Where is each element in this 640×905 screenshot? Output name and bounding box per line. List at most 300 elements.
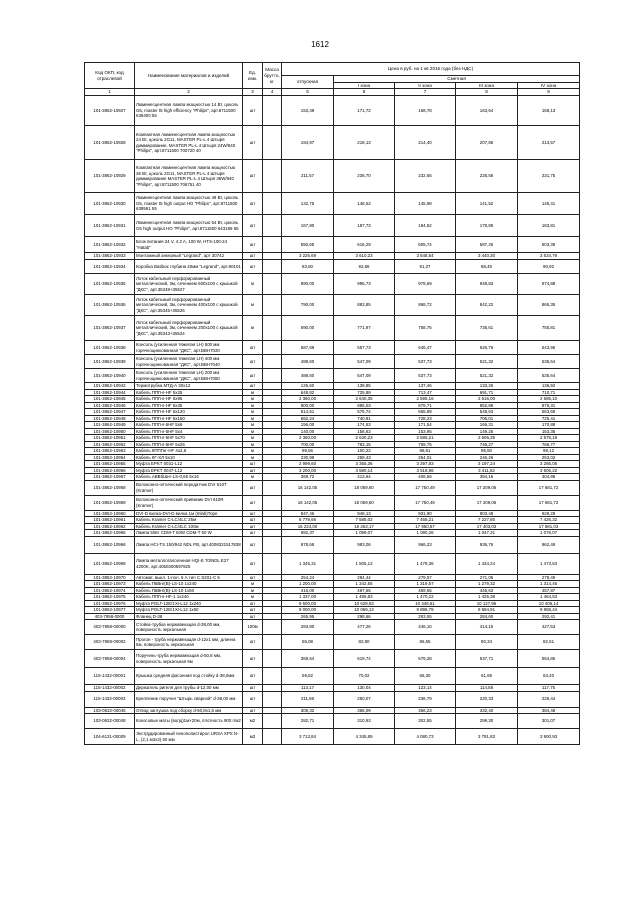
- price-zone3-cell: 178,89: [456, 215, 518, 237]
- code-cell: 101-3862-10933: [85, 253, 135, 260]
- code-cell: 103-0632-00045: [85, 707, 135, 714]
- price-zone1-cell: 1 342,55: [334, 581, 395, 588]
- price-zone4-cell: 865,35: [518, 295, 580, 316]
- price-zone1-cell: 82,80: [334, 635, 395, 650]
- name-cell: Кабель КППГнг-HF 4х2,5: [135, 448, 243, 455]
- price-zone4-cell: 974,88: [518, 274, 580, 295]
- table-row: [85, 668, 580, 685]
- name-cell: Кокосовые маты (волд)1м×20м, плотность 900 г/м2: [135, 714, 243, 729]
- mass-cell: [263, 668, 282, 685]
- price-release-cell: 3 200,00: [282, 467, 334, 474]
- name-cell: Экструдированный пенополистирол URSA XPS N-L, (2,1 м3х2) 60 мм: [135, 729, 243, 745]
- price-zone2-cell: 1 479,36: [395, 553, 456, 574]
- price-zone1-cell: 1 505,12: [334, 553, 395, 574]
- name-cell: Кабель ППГнг-HF 5х120: [135, 409, 243, 416]
- price-zone2-cell: 537,73: [395, 355, 456, 369]
- table-row: [85, 96, 580, 126]
- price-zone1-cell: 467,65: [334, 587, 395, 594]
- price-release-cell: 2 360,00: [282, 435, 334, 442]
- code-cell: 115-1432-00001: [85, 668, 135, 685]
- name-cell: Автомат. выкл. 1-пол. 6 А тип C S201-C 6: [135, 574, 243, 581]
- price-zone1-cell: 310,93: [334, 714, 395, 729]
- price-zone4-cell: 928,29: [518, 510, 580, 517]
- price-release-cell: 690,00: [282, 316, 334, 341]
- col-number: 4: [263, 89, 282, 96]
- name-cell: Волоконно-оптический передатчик DVI 610T (Kramer): [135, 480, 243, 495]
- name-cell: Волоконно-оптический приёмник DVI 610R (Kramer): [135, 495, 243, 510]
- table-row: [85, 650, 580, 668]
- name-cell: Кабель ППГнг-5HF 5х25: [135, 441, 243, 448]
- col-zone2-header: II зона: [395, 82, 456, 89]
- unit-cell: м: [243, 396, 263, 403]
- price-zone3-cell: 521,32: [456, 355, 518, 369]
- name-cell: Консоль (усиленная тяжелая LH) 400 мм горячеоцинкованная "ДКС", арт.BBH7040: [135, 355, 243, 369]
- price-release-cell: 1 200,00: [282, 581, 334, 588]
- code-cell: 103-0632-00048: [85, 714, 135, 729]
- price-zone2-cell: 2 595,16: [395, 396, 456, 403]
- code-cell: 101-3862-10976: [85, 600, 135, 607]
- price-zone4-cell: 82,61: [518, 635, 580, 650]
- table-row: [85, 536, 580, 553]
- price-zone4-cell: 643,96: [518, 341, 580, 355]
- price-zone1-cell: 7 585,02: [334, 517, 395, 524]
- price-zone4-cell: 292,41: [518, 613, 580, 620]
- price-release-cell: 2 999,60: [282, 461, 334, 468]
- unit-cell: шт: [243, 530, 263, 537]
- price-zone2-cell: 171,54: [395, 422, 456, 429]
- name-cell: Лампа HCI-TS 150/942 NDL PB, арт.4008321517838: [135, 536, 243, 553]
- code-cell: 101-3862-10934: [85, 260, 135, 274]
- price-zone1-cell: 616,29: [334, 237, 395, 253]
- mass-cell: [263, 536, 282, 553]
- price-zone3-cell: 735,61: [456, 316, 518, 341]
- code-cell: 101-3862-10929: [85, 160, 135, 193]
- price-zone2-cell: 184,52: [395, 215, 456, 237]
- price-release-cell: 283,90: [282, 620, 334, 635]
- price-zone3-cell: 746,27: [456, 441, 518, 448]
- code-cell: 101-3862-10946: [85, 402, 135, 409]
- unit-cell: шт: [243, 467, 263, 474]
- price-zone4-cell: 962,49: [518, 536, 580, 553]
- name-cell: Кабель АВВбШнг-LS-0,66 5х16: [135, 474, 243, 481]
- price-zone3-cell: 626,76: [456, 341, 518, 355]
- mass-cell: [263, 355, 282, 369]
- price-release-cell: 700,00: [282, 441, 334, 448]
- price-release-cell: 156,00: [282, 422, 334, 429]
- price-zone3-cell: 133,26: [456, 383, 518, 390]
- price-zone4-cell: 145,41: [518, 193, 580, 215]
- name-cell: Коробка Batibox глубина 40мм "Legrand", арт.80101: [135, 260, 243, 274]
- price-release-cell: 3 226,69: [282, 253, 334, 260]
- price-zone2-cell: 17 750,49: [395, 495, 456, 510]
- mass-cell: [263, 635, 282, 650]
- price-zone3-cell: 948,83: [456, 274, 518, 295]
- price-release-cell: 369,64: [282, 650, 334, 668]
- price-zone1-cell: 3 580,14: [334, 467, 395, 474]
- unit-cell: м: [243, 316, 263, 341]
- price-release-cell: 800,00: [282, 402, 334, 409]
- column-numbers-row: [85, 89, 580, 96]
- price-zone2-cell: 728,23: [395, 415, 456, 422]
- price-release-cell: 59,52: [282, 668, 334, 685]
- price-release-cell: 282,71: [282, 714, 334, 729]
- price-zone2-cell: 966,23: [395, 536, 456, 553]
- price-zone1-cell: 895,03: [334, 402, 395, 409]
- code-cell: 403-7958-0000: [85, 613, 135, 620]
- code-cell: 101-3862-10930: [85, 193, 135, 215]
- name-cell: Отвод заглушка под сборку d-50,8х1,5 мм: [135, 707, 243, 714]
- col-estimate-header: Сметная: [334, 76, 580, 83]
- price-zone3-cell: 3 791,83: [456, 729, 518, 745]
- mass-cell: [263, 729, 282, 745]
- price-zone4-cell: 63,40: [518, 668, 580, 685]
- price-zone3-cell: 3 440,30: [456, 253, 518, 260]
- price-zone2-cell: 279,57: [395, 574, 456, 581]
- price-release-cell: 416,00: [282, 587, 334, 594]
- unit-cell: шт: [243, 215, 263, 237]
- price-zone2-cell: 17 750,49: [395, 480, 456, 495]
- price-zone1-cell: 4 345,89: [334, 729, 395, 745]
- price-release-cell: 1 337,00: [282, 594, 334, 601]
- table-row: [85, 215, 580, 237]
- price-release-cell: 587,69: [282, 341, 334, 355]
- price-zone1-cell: 783,15: [334, 441, 395, 448]
- col-number: 9: [518, 89, 580, 96]
- code-cell: 101-3862-10952: [85, 441, 135, 448]
- price-zone2-cell: 7 455,21: [395, 517, 456, 524]
- mass-cell: [263, 295, 282, 316]
- table-row: [85, 480, 580, 495]
- price-zone2-cell: 3 518,86: [395, 467, 456, 474]
- price-zone2-cell: 356,23: [395, 707, 456, 714]
- mass-cell: [263, 253, 282, 260]
- name-cell: Лампа металлогалогенная HQI-E 70/NDL E27 4200K, арт.4050300597825: [135, 553, 243, 574]
- price-zone4-cell: 755,81: [518, 316, 580, 341]
- unit-cell: шт: [243, 510, 263, 517]
- price-zone2-cell: 17 950,57: [395, 523, 456, 530]
- price-zone2-cell: 3 548,54: [395, 253, 456, 260]
- price-zone1-cell: 187,73: [334, 215, 395, 237]
- price-zone3-cell: 10 127,96: [456, 600, 518, 607]
- price-release-cell: 9 000,00: [282, 607, 334, 614]
- name-cell: Кабель ПвВнг(В)-LS-10 1х50: [135, 587, 243, 594]
- price-zone1-cell: 2 630,23: [334, 435, 395, 442]
- code-cell: 101-3862-10969: [85, 553, 135, 574]
- price-zone2-cell: 605,74: [395, 237, 456, 253]
- price-zone1-cell: 3 355,36: [334, 461, 395, 468]
- price-zone4-cell: 213,57: [518, 126, 580, 160]
- code-cell: 101-3862-10939: [85, 355, 135, 369]
- price-zone1-cell: 148,52: [334, 193, 395, 215]
- price-release-cell: 132,75: [282, 193, 334, 215]
- price-release-cell: 847,46: [282, 510, 334, 517]
- name-cell: Кабель ППГнг-5HF 5х6: [135, 422, 243, 429]
- unit-cell: шт: [243, 691, 263, 707]
- code-cell: 403-7958-00002: [85, 635, 135, 650]
- price-zone2-cell: 145,98: [395, 193, 456, 215]
- unit-cell: шт: [243, 536, 263, 553]
- col-release-header: отпускная: [282, 76, 334, 89]
- price-release-cell: 2 360,00: [282, 396, 334, 403]
- code-cell: 403-7958-00004: [85, 650, 135, 668]
- code-cell: 101-3862-10942: [85, 383, 135, 390]
- unit-cell: м: [243, 454, 263, 461]
- price-zone1-cell: 70,02: [334, 668, 395, 685]
- price-zone1-cell: 18 263,17: [334, 523, 395, 530]
- price-zone1-cell: 575,74: [334, 409, 395, 416]
- price-zone3-cell: 141,52: [456, 193, 518, 215]
- price-zone3-cell: 88,49: [456, 260, 518, 274]
- col-price-header: Цена в руб. на 1 кв 2015 года (без НДС): [282, 63, 580, 76]
- mass-cell: [263, 96, 282, 126]
- price-zone3-cell: 414,15: [456, 620, 518, 635]
- price-zone4-cell: 226,44: [518, 691, 580, 707]
- price-zone1-cell: 236,70: [334, 160, 395, 193]
- price-zone4-cell: 563,69: [518, 409, 580, 416]
- table-header: [85, 63, 580, 96]
- price-zone3-cell: 537,71: [456, 650, 518, 668]
- unit-cell: шт: [243, 523, 263, 530]
- code-cell: 101-3862-10961: [85, 517, 135, 524]
- price-zone3-cell: 3 411,52: [456, 467, 518, 474]
- price-zone2-cell: 168,78: [395, 96, 456, 126]
- price-zone2-cell: 713,47: [395, 389, 456, 396]
- price-zone3-cell: 445,63: [456, 587, 518, 594]
- name-cell: Крепление поручня "Штырь сварной" d-38,00 мм: [135, 691, 243, 707]
- price-zone3-cell: 332,40: [456, 707, 518, 714]
- unit-cell: м: [243, 295, 263, 316]
- price-zone1-cell: 218,13: [334, 126, 395, 160]
- price-zone4-cell: 183,81: [518, 215, 580, 237]
- mass-cell: [263, 369, 282, 383]
- code-cell: 101-3862-10927: [85, 96, 135, 126]
- code-cell: 101-3862-10960: [85, 510, 135, 517]
- price-zone2-cell: 98,51: [395, 448, 456, 455]
- name-cell: Люминесцентная лампа мощностью 14 Вт, цоколь G5, master t5 high efficiency "Philips", арт.8711500 639400 55: [135, 96, 243, 126]
- name-cell: Кабель ППГнг-HF 5х150: [135, 415, 243, 422]
- name-cell: Блок питания 24 V, 4.2 A, 100 W, HTS-100-24 "Hatab": [135, 237, 243, 253]
- name-cell: Термотрубка МТД-А 30х12: [135, 383, 243, 390]
- price-zone2-cell: 1 319,57: [395, 581, 456, 588]
- price-zone4-cell: 3 505,22: [518, 467, 580, 474]
- price-zone2-cell: 579,28: [395, 650, 456, 668]
- price-zone3-cell: 936,76: [456, 536, 518, 553]
- unit-cell: м2: [243, 714, 263, 729]
- price-zone2-cell: 931,90: [395, 510, 456, 517]
- unit-cell: шт: [243, 355, 263, 369]
- code-cell: 101-3862-10935: [85, 274, 135, 295]
- price-zone4-cell: 10 406,14: [518, 600, 580, 607]
- price-release-cell: 89,56: [282, 448, 334, 455]
- price-zone1-cell: 258,43: [334, 454, 395, 461]
- price-zone3-cell: 842,22: [456, 295, 518, 316]
- price-release-cell: 167,80: [282, 215, 334, 237]
- col-number: 3: [243, 89, 263, 96]
- price-zone3-cell: 3 197,24: [456, 461, 518, 468]
- name-cell: Кабель ППГнг-5HF 5х4: [135, 428, 243, 435]
- code-cell: 101-3862-10965: [85, 530, 135, 537]
- price-release-cell: 83,60: [282, 260, 334, 274]
- price-zone3-cell: 2 516,00: [456, 396, 518, 403]
- price-zone1-cell: 156,63: [334, 428, 395, 435]
- price-zone1-cell: 725,89: [334, 389, 395, 396]
- table-row: [85, 193, 580, 215]
- price-zone1-cell: 948,13: [334, 510, 395, 517]
- price-zone1-cell: 3 610,23: [334, 253, 395, 260]
- unit-cell: 100м: [243, 620, 263, 635]
- code-cell: 101-3862-10973: [85, 581, 135, 588]
- table-row: [85, 126, 580, 160]
- unit-cell: шт: [243, 650, 263, 668]
- unit-cell: м: [243, 474, 263, 481]
- price-release-cell: 890,00: [282, 274, 334, 295]
- price-zone2-cell: 254,01: [395, 454, 456, 461]
- price-zone1-cell: 883,85: [334, 295, 395, 316]
- code-cell: 101-3862-10962: [85, 523, 135, 530]
- price-release-cell: 140,00: [282, 428, 334, 435]
- mass-cell: [263, 260, 282, 274]
- mass-cell: [263, 691, 282, 707]
- price-zone1-cell: 18 059,60: [334, 480, 395, 495]
- price-zone4-cell: 535,64: [518, 355, 580, 369]
- price-zone2-cell: 537,73: [395, 369, 456, 383]
- code-cell: 101-3862-10928: [85, 126, 135, 160]
- price-zone2-cell: 4 080,73: [395, 729, 456, 745]
- col-number: 8: [456, 89, 518, 96]
- col-number: 5: [282, 89, 334, 96]
- code-cell: 101-3862-10955: [85, 461, 135, 468]
- unit-cell: шт: [243, 607, 263, 614]
- price-zone3-cell: 95,50: [456, 448, 518, 455]
- name-cell: Кабель ППГнг-HF 5х35: [135, 402, 243, 409]
- code-cell: 115-1432-00002: [85, 685, 135, 692]
- price-release-cell: 153,49: [282, 96, 334, 126]
- name-cell: Кабель Kramer C-LC/4LC 25м: [135, 517, 243, 524]
- price-release-cell: 3 713,84: [282, 729, 334, 745]
- price-zone2-cell: 153,95: [395, 428, 456, 435]
- name-cell: Кабель КГ-ХЛ 5х10: [135, 454, 243, 461]
- unit-cell: м: [243, 415, 263, 422]
- mass-cell: [263, 480, 282, 495]
- price-zone1-cell: 983,06: [334, 536, 395, 553]
- unit-cell: шт: [243, 685, 263, 692]
- price-zone3-cell: 521,32: [456, 369, 518, 383]
- unit-cell: шт: [243, 517, 263, 524]
- price-zone3-cell: 1 279,32: [456, 581, 518, 588]
- name-cell: Кабель ППГнг-HF 5х95: [135, 396, 243, 403]
- price-release-cell: 309,32: [282, 707, 334, 714]
- code-cell: 101-3862-10949: [85, 422, 135, 429]
- price-release-cell: 113,17: [282, 685, 334, 692]
- name-cell: Консоль (усиленная тяжелая LH) 500 мм горячеоцинкованная "ДКС", арт.BBH7020: [135, 341, 243, 355]
- price-zone2-cell: 1 080,26: [395, 530, 456, 537]
- price-release-cell: 878,68: [282, 536, 334, 553]
- price-zone4-cell: 725,41: [518, 415, 580, 422]
- unit-cell: шт: [243, 260, 263, 274]
- price-zone4-cell: 90,92: [518, 260, 580, 274]
- name-cell: Муфта POLT-12E/1XI-L12 1х50: [135, 607, 243, 614]
- code-cell: 101-3862-10956: [85, 467, 135, 474]
- price-zone3-cell: 163,64: [456, 96, 518, 126]
- price-zone2-cell: 9 896,79: [395, 607, 456, 614]
- name-cell: Кабель Kramer C-LC/4LC 100м: [135, 523, 243, 530]
- unit-cell: м: [243, 274, 263, 295]
- price-release-cell: 16 142,05: [282, 495, 334, 510]
- price-zone3-cell: 1 047,31: [456, 530, 518, 537]
- unit-cell: шт: [243, 668, 263, 685]
- price-zone1-cell: 477,26: [334, 620, 395, 635]
- price-zone2-cell: 302,55: [395, 714, 456, 729]
- unit-cell: шт: [243, 707, 263, 714]
- code-cell: 101-3862-10958: [85, 480, 135, 495]
- mass-cell: [263, 341, 282, 355]
- price-zone4-cell: 9 858,44: [518, 607, 580, 614]
- table-row: [85, 495, 580, 510]
- unit-cell: м: [243, 435, 263, 442]
- price-zone4-cell: 3 285,05: [518, 461, 580, 468]
- price-zone1-cell: 10 628,53: [334, 600, 395, 607]
- price-zone3-cell: 2 506,35: [456, 435, 518, 442]
- price-release-cell: 6 779,66: [282, 517, 334, 524]
- code-cell: 101-3862-10966: [85, 536, 135, 553]
- table-row: [85, 729, 580, 745]
- price-zone3-cell: 587,26: [456, 237, 518, 253]
- table-row: [85, 253, 580, 260]
- price-zone1-cell: 100,22: [334, 448, 395, 455]
- name-cell: Кабель ПвВнг(В)-LS-10 1х240: [135, 581, 243, 588]
- price-zone4-cell: 457,87: [518, 587, 580, 594]
- code-cell: 101-3862-10950: [85, 428, 135, 435]
- mass-cell: [263, 650, 282, 668]
- mass-cell: [263, 237, 282, 253]
- price-zone1-cell: 130,04: [334, 685, 395, 692]
- price-zone2-cell: 769,75: [395, 441, 456, 448]
- price-zone3-cell: 903,48: [456, 510, 518, 517]
- price-zone2-cell: 879,71: [395, 402, 456, 409]
- price-release-cell: 488,60: [282, 355, 334, 369]
- name-cell: Лоток кабельный перфорированный металлический, 3м, сечением 200х100 с крышкой "ДКС", арт.35343+35524: [135, 316, 243, 341]
- unit-cell: шт: [243, 495, 263, 510]
- table-body: [85, 96, 580, 745]
- name-cell: Люминесцентная лампа мощностью 54 Вт, цоколь G5 high output HO "Philips", арт.8711500 643189 55: [135, 215, 243, 237]
- name-cell: Муфта POLT-12E/1XI-L12 1х240: [135, 600, 243, 607]
- code-cell: 403-7958-00000: [85, 620, 135, 635]
- price-zone2-cell: 2 585,21: [395, 435, 456, 442]
- mass-cell: [263, 495, 282, 510]
- price-zone3-cell: 149,25: [456, 428, 518, 435]
- price-zone3-cell: 80,34: [456, 635, 518, 650]
- price-zone2-cell: 459,65: [395, 587, 456, 594]
- name-cell: Лоток кабельный перфорированный металлический, 3м, сечением 600х100 с крышкой "ДКС", арт.35348+35527: [135, 274, 243, 295]
- price-zone3-cell: 9 594,91: [456, 607, 518, 614]
- price-zone1-cell: 284,44: [334, 574, 395, 581]
- price-release-cell: 488,60: [282, 369, 334, 383]
- price-zone3-cell: 7 227,80: [456, 517, 518, 524]
- price-zone4-cell: 153,35: [518, 428, 580, 435]
- name-cell: Поручень-труба нержавеющая d-50,8 мм, поверхность зеркальная 6м: [135, 650, 243, 668]
- price-zone1-cell: 174,53: [334, 422, 395, 429]
- unit-cell: м: [243, 594, 263, 601]
- price-release-cell: 254,24: [282, 574, 334, 581]
- table-row: [85, 553, 580, 574]
- unit-cell: шт: [243, 461, 263, 468]
- code-cell: 101-3862-10974: [85, 587, 135, 594]
- price-zone1-cell: 1 495,83: [334, 594, 395, 601]
- price-zone1-cell: 2 640,35: [334, 396, 395, 403]
- price-zone2-cell: 868,72: [395, 295, 456, 316]
- table-row: [85, 341, 580, 355]
- price-zone1-cell: 92,86: [334, 260, 395, 274]
